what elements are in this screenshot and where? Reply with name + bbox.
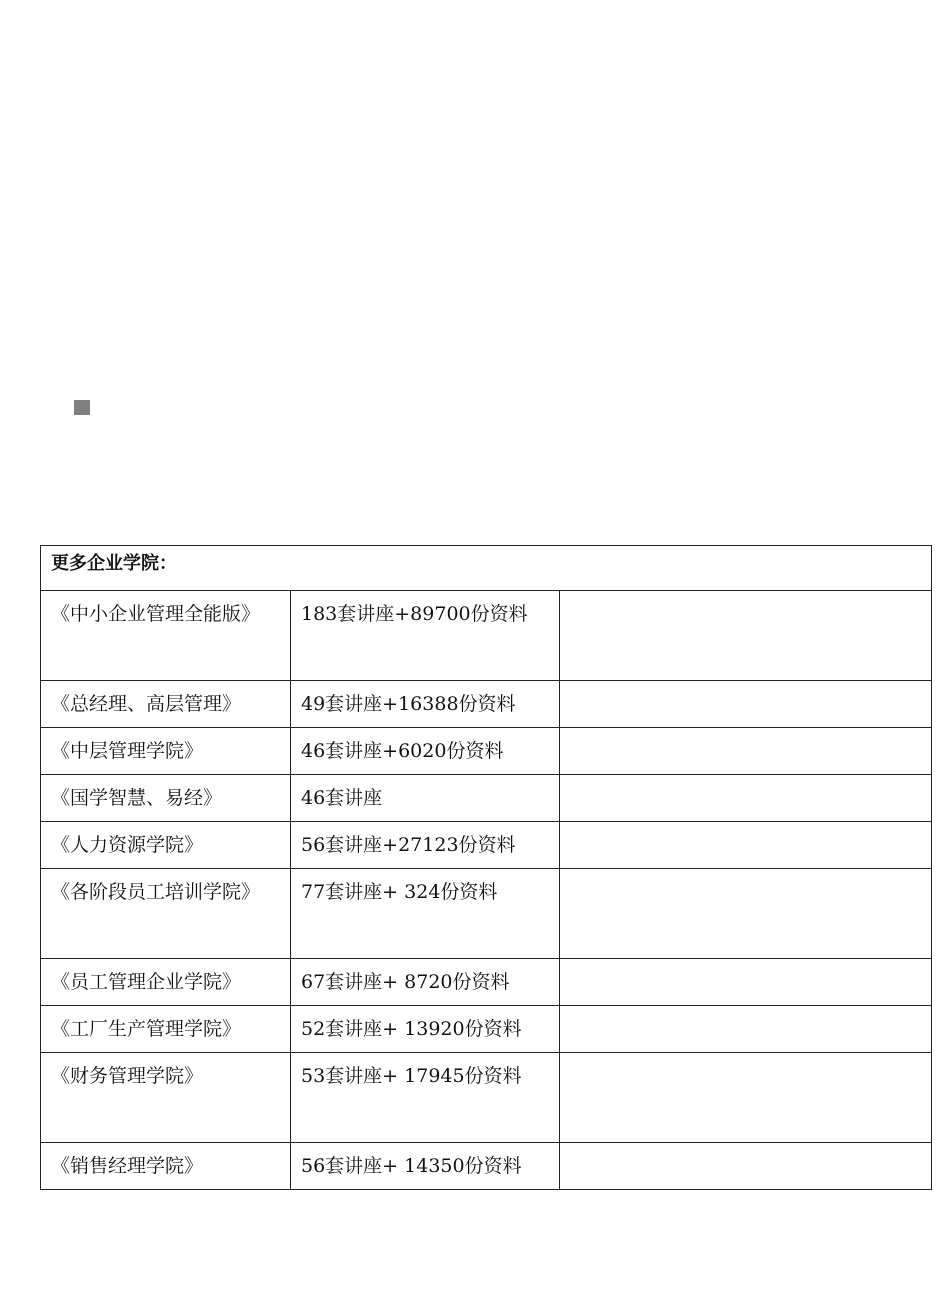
academy-note (560, 728, 932, 775)
academy-note (560, 1143, 932, 1190)
academy-name: 《工厂生产管理学院》 (41, 1006, 291, 1053)
academy-note (560, 959, 932, 1006)
academy-name: 《中小企业管理全能版》 (41, 591, 291, 681)
academy-name: 《总经理、高层管理》 (41, 681, 291, 728)
bullet-square-icon (74, 400, 90, 415)
academy-note (560, 591, 932, 681)
academy-content: 56套讲座+ 14350份资料 (291, 1143, 560, 1190)
academy-note (560, 1006, 932, 1053)
academy-name: 《国学智慧、易经》 (41, 775, 291, 822)
table-row (41, 822, 932, 869)
academy-content: 56套讲座+27123份资料 (291, 822, 560, 869)
table-row (41, 959, 932, 1006)
academy-content: 46套讲座+6020份资料 (291, 728, 560, 775)
academy-content: 52套讲座+ 13920份资料 (291, 1006, 560, 1053)
academy-name: 《财务管理学院》 (41, 1053, 291, 1143)
academy-name: 《人力资源学院》 (41, 822, 291, 869)
table-row (41, 681, 932, 728)
academy-content: 49套讲座+16388份资料 (291, 681, 560, 728)
academy-note (560, 1053, 932, 1143)
academy-table (40, 545, 932, 1190)
table-row (41, 869, 932, 959)
academy-note (560, 822, 932, 869)
academy-content: 67套讲座+ 8720份资料 (291, 959, 560, 1006)
academy-content: 77套讲座+ 324份资料 (291, 869, 560, 959)
academy-name: 《员工管理企业学院》 (41, 959, 291, 1006)
academy-content: 46套讲座 (291, 775, 560, 822)
academy-name: 《各阶段员工培训学院》 (41, 869, 291, 959)
academy-note (560, 775, 932, 822)
academy-content: 53套讲座+ 17945份资料 (291, 1053, 560, 1143)
academy-name: 《销售经理学院》 (41, 1143, 291, 1190)
table-header: 更多企业学院： (41, 546, 932, 591)
table-row (41, 1006, 932, 1053)
academy-note (560, 869, 932, 959)
table-row (41, 591, 932, 681)
table-row (41, 775, 932, 822)
academy-note (560, 681, 932, 728)
table-header-row (41, 546, 932, 591)
academy-name: 《中层管理学院》 (41, 728, 291, 775)
table-row (41, 1143, 932, 1190)
table-row (41, 1053, 932, 1143)
table-row (41, 728, 932, 775)
academy-content: 183套讲座+89700份资料 (291, 591, 560, 681)
